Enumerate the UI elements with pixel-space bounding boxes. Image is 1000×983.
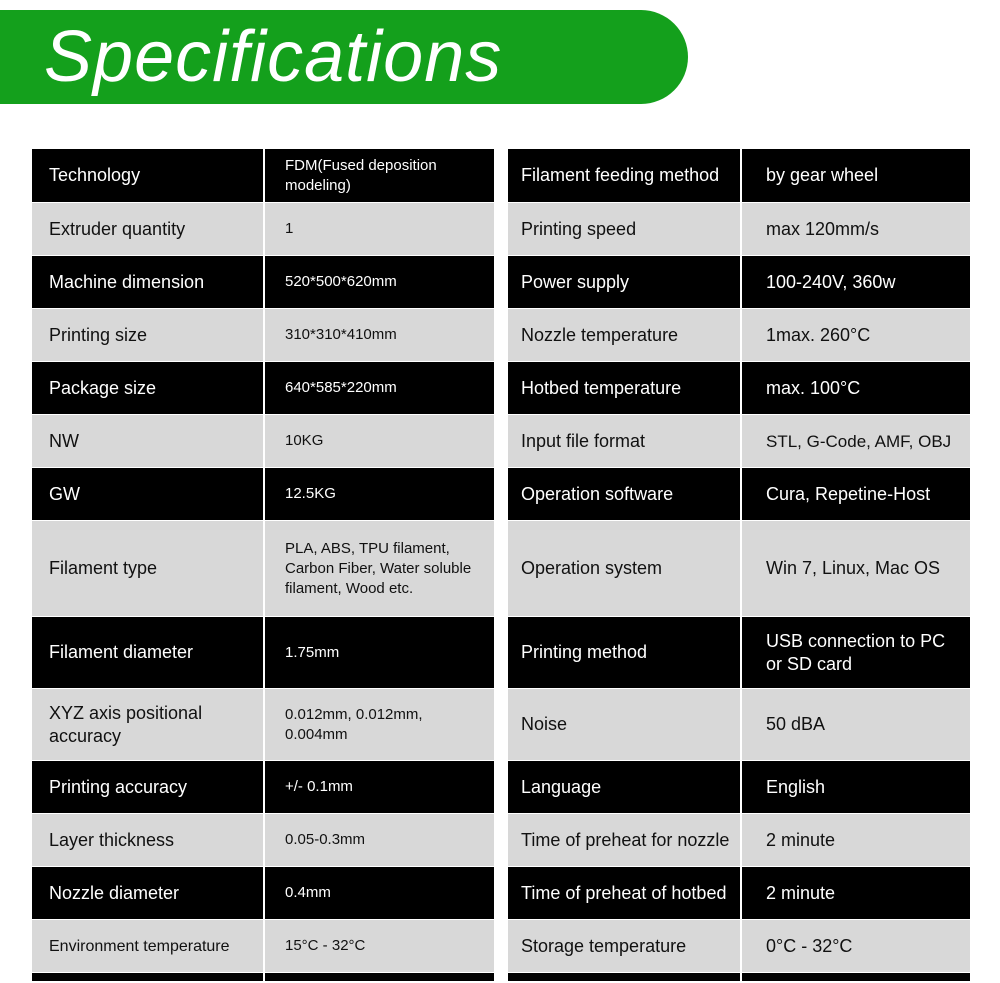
spec-label: Nozzle diameter (49, 882, 180, 903)
table-row (32, 866, 494, 919)
spec-table-left (32, 149, 494, 981)
spec-value: USB connection to PC or SD card (740, 617, 970, 688)
spec-label: Input file format (521, 430, 646, 451)
spec-label: Extruder quantity (49, 218, 186, 239)
spec-value: 0.05-0.3mm (263, 814, 494, 866)
spec-value: 2 minute (740, 867, 970, 919)
table-row (508, 813, 970, 866)
spec-label: Storage temperature (521, 935, 687, 956)
spec-label: Power supply (521, 271, 630, 292)
table-row (508, 255, 970, 308)
spec-label: GW (49, 483, 80, 504)
spec-label: XYZ axis positional accuracy (49, 702, 203, 746)
table-row (508, 919, 970, 972)
page-title: Specifications (44, 17, 503, 97)
spec-value: STL, G-Code, AMF, OBJ (740, 415, 970, 467)
spec-value: 1max. 260°C (740, 309, 970, 361)
spec-label: Layer thickness (49, 829, 175, 850)
spec-value: 50 dBA (740, 689, 970, 760)
spec-label: Time of preheat of hotbed (521, 882, 727, 903)
spec-value: 0°C - 32°C (740, 920, 970, 972)
spec-value: 1.75mm (263, 617, 494, 688)
table-row (508, 149, 970, 202)
spec-value: 640*585*220mm (263, 362, 494, 414)
spec-value: 10KG (263, 415, 494, 467)
spec-value: FDM(Fused deposition modeling) (263, 149, 494, 202)
spec-label: Package size (49, 377, 157, 398)
spec-label: Filament type (49, 558, 158, 578)
spec-label: Machine dimension (49, 271, 205, 292)
table-row (508, 202, 970, 255)
spec-label: Noise (521, 714, 568, 734)
spec-label: Operation software (521, 483, 674, 504)
table-row (508, 414, 970, 467)
spec-value: 520*500*620mm (263, 256, 494, 308)
spec-value: 2 minute (740, 814, 970, 866)
spec-value: Cura, Repetine-Host (740, 468, 970, 520)
table-row (508, 688, 970, 760)
table-row (32, 255, 494, 308)
table-row (508, 520, 970, 616)
spec-table-right (508, 149, 970, 981)
table-footer-bar (32, 972, 494, 981)
title-banner (0, 10, 688, 104)
spec-label: Technology (49, 165, 141, 185)
table-row (32, 467, 494, 520)
spec-label: Environment temperature (49, 937, 230, 955)
table-row (508, 361, 970, 414)
spec-value: 0.4mm (263, 867, 494, 919)
table-row (508, 616, 970, 688)
spec-label: Nozzle temperature (521, 324, 679, 345)
spec-value: 310*310*410mm (263, 309, 494, 361)
spec-value: 12.5KG (263, 468, 494, 520)
spec-label: Language (521, 776, 602, 797)
spec-value: English (740, 761, 970, 813)
spec-value: 1 (263, 203, 494, 255)
table-row (508, 760, 970, 813)
spec-label: Hotbed temperature (521, 377, 682, 398)
spec-label: Printing method (521, 642, 648, 662)
spec-value: +/- 0.1mm (263, 761, 494, 813)
table-row (32, 760, 494, 813)
spec-value: by gear wheel (740, 149, 970, 202)
spec-label: Filament feeding method (521, 165, 720, 185)
spec-label: Operation system (521, 558, 663, 578)
table-row (508, 467, 970, 520)
table-row (32, 308, 494, 361)
table-row (32, 919, 494, 972)
table-row (508, 308, 970, 361)
spec-label: Printing size (49, 324, 148, 345)
spec-label: Printing speed (521, 218, 637, 239)
spec-value: Win 7, Linux, Mac OS (740, 521, 970, 616)
table-row (32, 414, 494, 467)
table-row (32, 202, 494, 255)
spec-value: max 120mm/s (740, 203, 970, 255)
spec-value: 15°C - 32°C (263, 920, 494, 972)
table-row (508, 866, 970, 919)
spec-label: Time of preheat for nozzle (521, 829, 730, 850)
table-row (32, 813, 494, 866)
spec-value: PLA, ABS, TPU filament, Carbon Fiber, Water soluble filament, Wood etc. (263, 521, 494, 616)
table-row (32, 361, 494, 414)
table-row (32, 688, 494, 760)
table-footer-bar (508, 972, 970, 981)
spec-value: 100-240V, 360w (740, 256, 970, 308)
spec-label: NW (49, 430, 79, 451)
spec-label: Printing accuracy (49, 776, 188, 797)
table-row (32, 149, 494, 202)
table-row (32, 616, 494, 688)
spec-value: 0.012mm, 0.012mm, 0.004mm (263, 689, 494, 760)
spec-value: max. 100°C (740, 362, 970, 414)
spec-label: Filament diameter (49, 642, 194, 662)
table-row (32, 520, 494, 616)
